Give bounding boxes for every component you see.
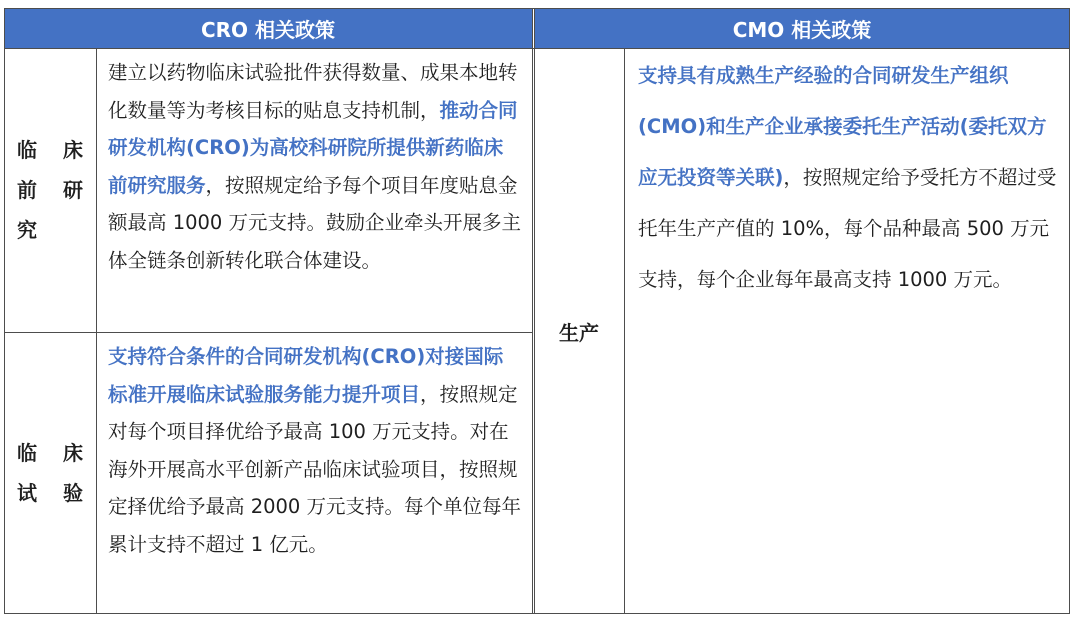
production-policy-text [624,48,1070,614]
clinical-trial-label-text: 临 床 试验 [17,441,83,505]
cro-label-divider [96,48,97,614]
table-border-bottom [4,613,1070,614]
cmo-header-title: CMO 相关政策 [732,17,872,42]
clinical-trial-label [4,332,96,614]
clinical-trial-text-part-b: ，按照规定对每个项目择优给予最高 100 万元支持。对在海外开展高水平创新产品临床试验项目，按照规定择优给予最高 2000 万元支持。每个单位每年累计支持不超过 1 亿元。 [108,382,522,556]
preclinical-text-part-b: ，按照规定给予每个项目年度贴息金额最高 1000 万元支持。鼓励企业牵头开展多主体全链条创新转化联合体建设。 [108,173,522,272]
cmo-policy-header [534,8,1070,48]
cro-header-title: CRO 相关政策 [200,17,336,42]
column-divider-right [534,8,535,614]
table-border-left [4,8,5,614]
table-border-top [4,8,1070,9]
header-bottom-line [4,48,1070,49]
production-highlight: 支持具有成熟生产经验的合同研发生产组织(CMO)和生产企业承接委托生产活动(委托双方应无投资等关联) [638,64,1047,189]
production-text-part-b: ，按照规定给予受托方不超过受托年生产产值的 10%，每个品种最高 500 万元支持，每个企业每年最高支持 1000 万元。 [638,166,1057,291]
preclinical-label-text: 临 床 前 研 究 [17,138,83,242]
preclinical-research-label [4,48,96,332]
cro-policy-header [4,8,532,48]
cro-row-divider [4,332,532,333]
clinical-trial-policy-text [96,332,532,614]
table-border-right [1069,8,1070,614]
production-label-text: 生产 [559,320,599,345]
preclinical-highlight: 推动合同研发机构(CRO)为高校科研院所提供新药临床前研究服务 [108,98,518,197]
column-divider-left [532,8,533,614]
clinical-trial-highlight: 支持符合条件的合同研发机构(CRO)对接国际标准开展临床试验服务能力提升项目 [108,345,504,406]
preclinical-policy-text [96,48,532,332]
preclinical-text-part-a: 建立以药物临床试验批件获得数量、成果本地转化数量等为考核目标的贴息支持机制， [108,61,518,122]
cmo-label-divider [624,48,625,614]
production-label [534,48,624,614]
